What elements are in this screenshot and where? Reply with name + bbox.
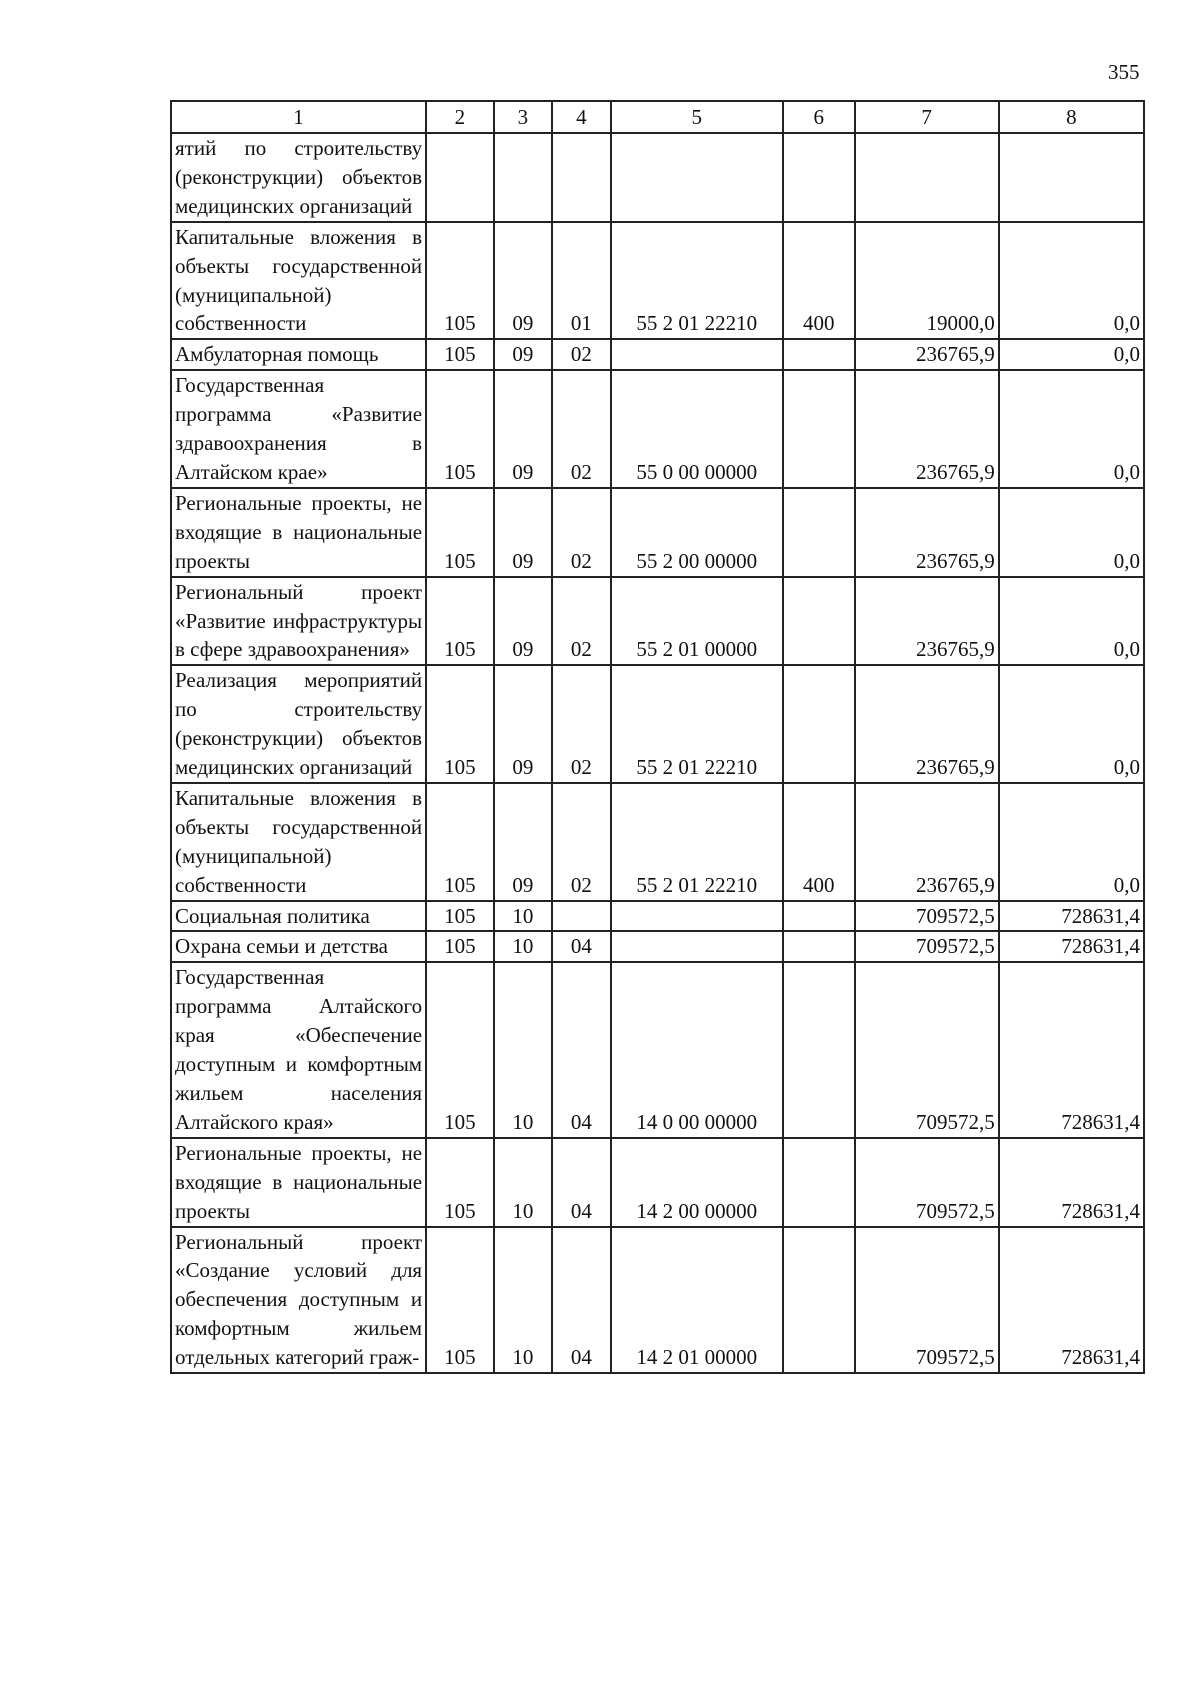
target-article-code <box>611 901 783 932</box>
row-name: Охрана семьи и детства <box>171 931 426 962</box>
row-name: Региональный проект «Создание условий для обеспечения доступным и комфортным жильем отдельных категорий граж- <box>171 1227 426 1374</box>
subsection-code: 04 <box>552 1138 610 1227</box>
amount-year-2 <box>999 133 1144 222</box>
ministry-code <box>426 133 494 222</box>
row-name: Региональный проект «Развитие инфраструктуры в сфере здравоохранения» <box>171 577 426 666</box>
subsection-code: 02 <box>552 488 610 577</box>
table-row <box>171 1138 1144 1227</box>
row-name: ятий по строительству (реконструкции) объектов медицинских организаций <box>171 133 426 222</box>
row-name: Амбулаторная помощь <box>171 339 426 370</box>
section-code <box>494 133 552 222</box>
section-code: 10 <box>494 1227 552 1374</box>
expense-type-code: 400 <box>783 783 855 901</box>
amount-year-2: 728631,4 <box>999 931 1144 962</box>
expense-type-code: 400 <box>783 222 855 340</box>
expense-type-code <box>783 665 855 783</box>
section-code: 10 <box>494 901 552 932</box>
row-name: Капитальные вложения в объекты государственной (муниципальной) собственности <box>171 222 426 340</box>
header-row <box>171 101 1144 133</box>
amount-year-1: 236765,9 <box>855 488 999 577</box>
row-name: Капитальные вложения в объекты государственной (муниципальной) собственности <box>171 783 426 901</box>
expense-type-code <box>783 577 855 666</box>
expense-type-code <box>783 962 855 1137</box>
subsection-code: 02 <box>552 339 610 370</box>
subsection-code: 02 <box>552 577 610 666</box>
header-cell: 8 <box>999 101 1144 133</box>
amount-year-1: 19000,0 <box>855 222 999 340</box>
subsection-code: 02 <box>552 665 610 783</box>
amount-year-1: 236765,9 <box>855 339 999 370</box>
subsection-code: 01 <box>552 222 610 340</box>
table-row <box>171 783 1144 901</box>
table-row <box>171 370 1144 488</box>
amount-year-1: 236765,9 <box>855 665 999 783</box>
expense-type-code <box>783 488 855 577</box>
header-cell: 6 <box>783 101 855 133</box>
amount-year-1: 236765,9 <box>855 783 999 901</box>
amount-year-1: 709572,5 <box>855 962 999 1137</box>
target-article-code <box>611 931 783 962</box>
target-article-code: 14 0 00 00000 <box>611 962 783 1137</box>
ministry-code: 105 <box>426 962 494 1137</box>
table-row <box>171 488 1144 577</box>
target-article-code: 55 2 01 22210 <box>611 665 783 783</box>
amount-year-1 <box>855 133 999 222</box>
table-row <box>171 577 1144 666</box>
amount-year-2: 728631,4 <box>999 962 1144 1137</box>
table-body <box>171 133 1144 1373</box>
ministry-code: 105 <box>426 370 494 488</box>
target-article-code: 55 2 01 00000 <box>611 577 783 666</box>
ministry-code: 105 <box>426 1138 494 1227</box>
amount-year-1: 709572,5 <box>855 901 999 932</box>
section-code: 09 <box>494 339 552 370</box>
header-cell: 1 <box>171 101 426 133</box>
section-code: 10 <box>494 931 552 962</box>
ministry-code: 105 <box>426 665 494 783</box>
amount-year-2: 0,0 <box>999 370 1144 488</box>
page-number: 355 <box>1108 60 1140 84</box>
expense-type-code <box>783 339 855 370</box>
header-cell: 3 <box>494 101 552 133</box>
table-row <box>171 931 1144 962</box>
row-name: Государственная программа «Развитие здравоохранения в Алтайском крае» <box>171 370 426 488</box>
subsection-code <box>552 901 610 932</box>
section-code: 09 <box>494 222 552 340</box>
subsection-code: 04 <box>552 1227 610 1374</box>
ministry-code: 105 <box>426 222 494 340</box>
expense-type-code <box>783 1138 855 1227</box>
row-name: Региональные проекты, не входящие в национальные проекты <box>171 1138 426 1227</box>
amount-year-2: 0,0 <box>999 783 1144 901</box>
subsection-code: 02 <box>552 783 610 901</box>
amount-year-2: 728631,4 <box>999 1138 1144 1227</box>
ministry-code: 105 <box>426 339 494 370</box>
header-cell: 2 <box>426 101 494 133</box>
target-article-code: 55 2 01 22210 <box>611 222 783 340</box>
section-code: 09 <box>494 783 552 901</box>
amount-year-2: 728631,4 <box>999 1227 1144 1374</box>
target-article-code: 55 2 00 00000 <box>611 488 783 577</box>
section-code: 10 <box>494 962 552 1137</box>
ministry-code: 105 <box>426 901 494 932</box>
row-name: Региональные проекты, не входящие в национальные проекты <box>171 488 426 577</box>
ministry-code: 105 <box>426 488 494 577</box>
section-code: 10 <box>494 1138 552 1227</box>
amount-year-2: 0,0 <box>999 339 1144 370</box>
target-article-code: 14 2 01 00000 <box>611 1227 783 1374</box>
table-row <box>171 222 1144 340</box>
subsection-code: 02 <box>552 370 610 488</box>
subsection-code: 04 <box>552 931 610 962</box>
section-code: 09 <box>494 370 552 488</box>
header-cell: 7 <box>855 101 999 133</box>
table-row <box>171 962 1144 1137</box>
target-article-code <box>611 133 783 222</box>
budget-table <box>170 100 1145 1374</box>
header-cell: 4 <box>552 101 610 133</box>
target-article-code: 55 2 01 22210 <box>611 783 783 901</box>
row-name: Социальная политика <box>171 901 426 932</box>
amount-year-2: 0,0 <box>999 488 1144 577</box>
section-code: 09 <box>494 577 552 666</box>
target-article-code: 14 2 00 00000 <box>611 1138 783 1227</box>
amount-year-1: 236765,9 <box>855 577 999 666</box>
expense-type-code <box>783 370 855 488</box>
amount-year-1: 709572,5 <box>855 1227 999 1374</box>
row-name: Реализация мероприятий по строительству (реконструкции) объектов медицинских организаций <box>171 665 426 783</box>
expense-type-code <box>783 133 855 222</box>
expense-type-code <box>783 931 855 962</box>
table-row <box>171 133 1144 222</box>
amount-year-2: 0,0 <box>999 665 1144 783</box>
table-row <box>171 1227 1144 1374</box>
amount-year-2: 728631,4 <box>999 901 1144 932</box>
section-code: 09 <box>494 488 552 577</box>
expense-type-code <box>783 901 855 932</box>
target-article-code: 55 0 00 00000 <box>611 370 783 488</box>
table-row <box>171 665 1144 783</box>
ministry-code: 105 <box>426 931 494 962</box>
ministry-code: 105 <box>426 577 494 666</box>
expense-type-code <box>783 1227 855 1374</box>
subsection-code <box>552 133 610 222</box>
section-code: 09 <box>494 665 552 783</box>
target-article-code <box>611 339 783 370</box>
amount-year-1: 709572,5 <box>855 931 999 962</box>
amount-year-1: 236765,9 <box>855 370 999 488</box>
subsection-code: 04 <box>552 962 610 1137</box>
table-row <box>171 339 1144 370</box>
ministry-code: 105 <box>426 1227 494 1374</box>
row-name: Государственная программа Алтайского края «Обеспечение доступным и комфортным жильем населения Алтайского края» <box>171 962 426 1137</box>
ministry-code: 105 <box>426 783 494 901</box>
table-row <box>171 901 1144 932</box>
header-cell: 5 <box>611 101 783 133</box>
amount-year-2: 0,0 <box>999 222 1144 340</box>
amount-year-2: 0,0 <box>999 577 1144 666</box>
amount-year-1: 709572,5 <box>855 1138 999 1227</box>
